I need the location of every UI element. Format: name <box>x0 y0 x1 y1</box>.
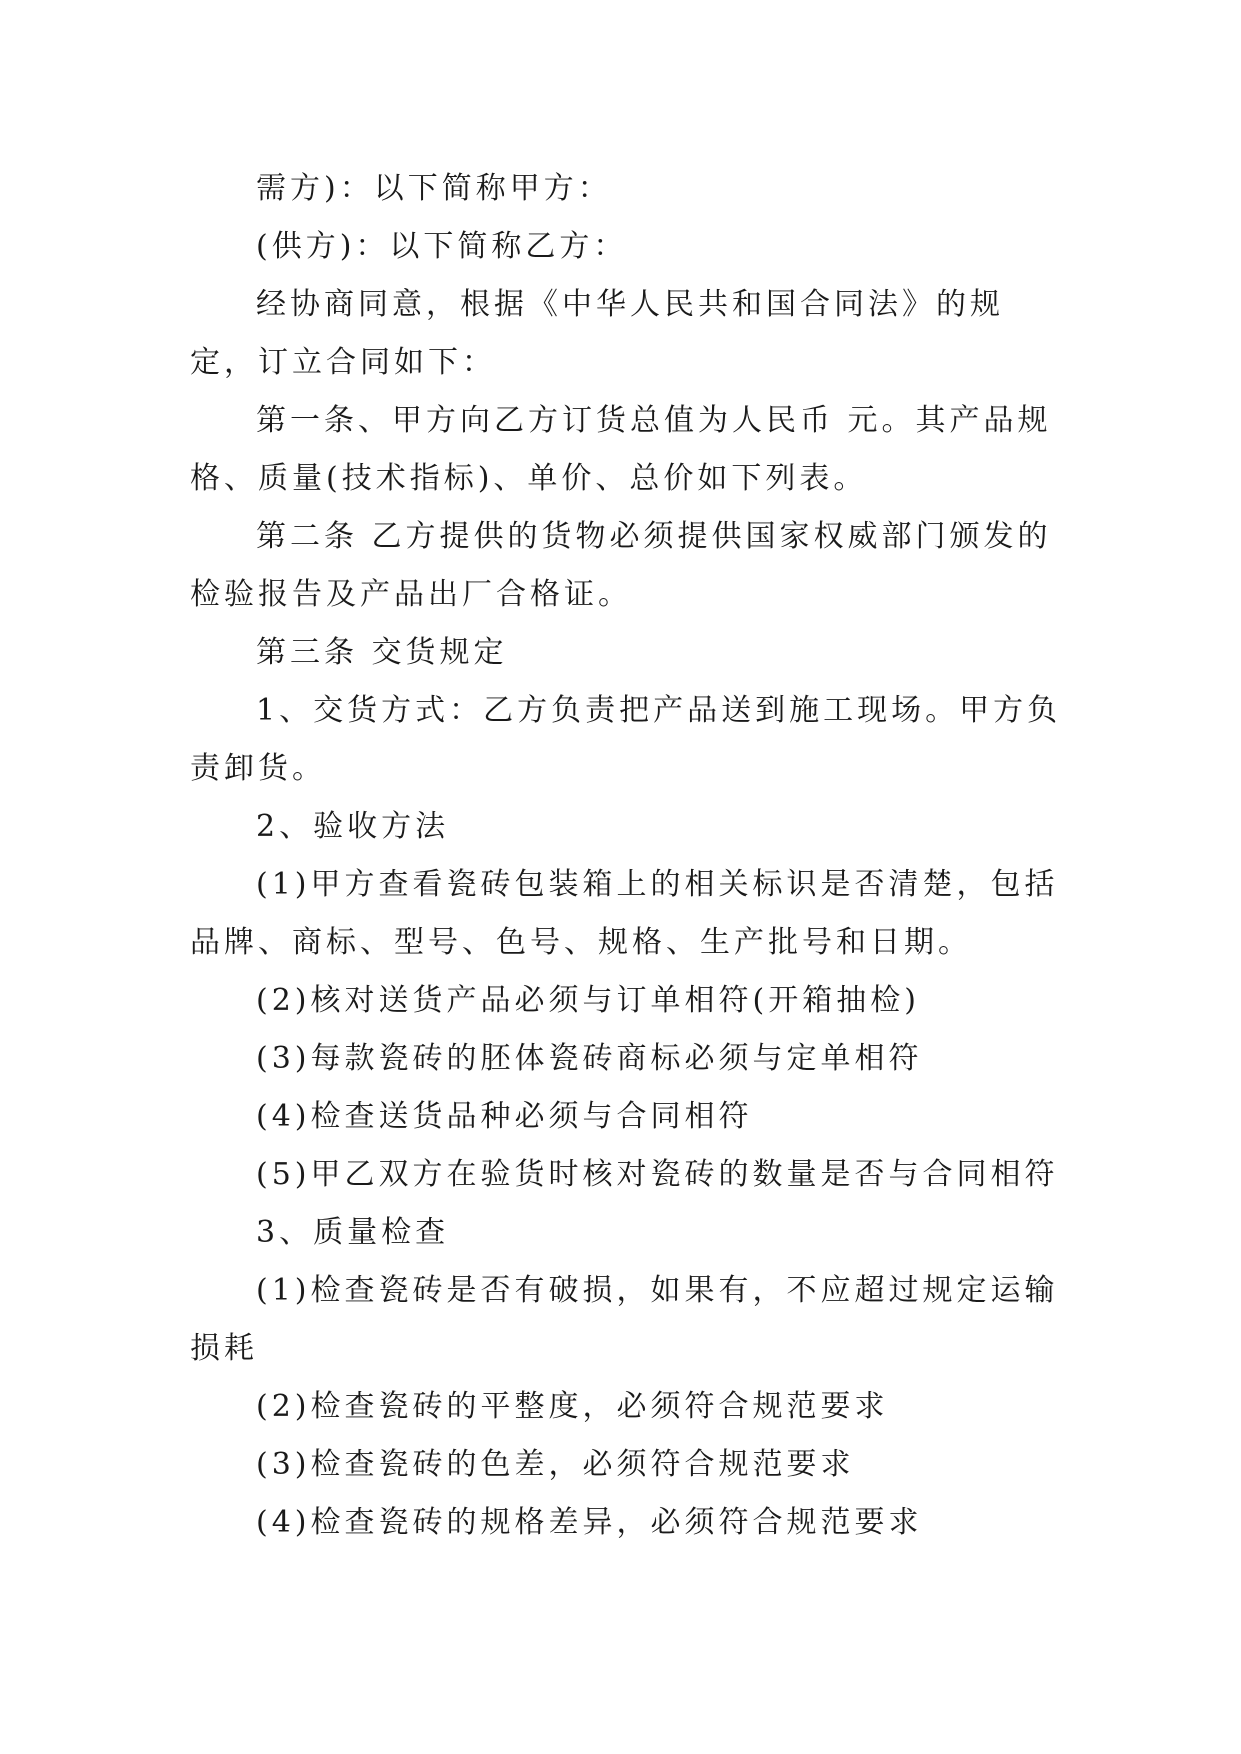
paragraph-quality-3: (3)检查瓷砖的色差，必须符合规范要求 <box>256 1447 855 1482</box>
paragraph-quality-2: (2)检查瓷砖的平整度，必须符合规范要求 <box>256 1389 889 1424</box>
paragraph-quality-4: (4)检查瓷砖的规格差异，必须符合规范要求 <box>256 1505 923 1540</box>
paragraph-acceptance-1: (1)甲方查看瓷砖包装箱上的相关标识是否清楚，包括品牌、商标、型号、色号、规格、生产批号和日期。 <box>190 867 1059 960</box>
paragraph-article-1: 第一条、甲方向乙方订货总值为人民币 元。其产品规格、质量(技术指标)、单价、总价如下列表。 <box>190 403 1052 496</box>
paragraph-acceptance-3: (3)每款瓷砖的胚体瓷砖商标必须与定单相符 <box>256 1041 923 1076</box>
paragraph-delivery-method: 1、交货方式：乙方负责把产品送到施工现场。甲方负责卸货。 <box>190 693 1062 786</box>
paragraph-acceptance-4: (4)检查送货品种必须与合同相符 <box>256 1099 753 1134</box>
paragraph-quality-check: 3、质量检查 <box>256 1215 450 1250</box>
paragraph-buyer: 需方)：以下简称甲方： <box>256 171 612 206</box>
paragraph-acceptance-method: 2、验收方法 <box>256 809 450 844</box>
paragraph-acceptance-5: (5)甲乙双方在验货时核对瓷砖的数量是否与合同相符 <box>256 1157 1059 1192</box>
paragraph-supplier: (供方)：以下简称乙方： <box>256 229 628 264</box>
paragraph-quality-1: (1)检查瓷砖是否有破损，如果有，不应超过规定运输损耗 <box>190 1273 1059 1366</box>
paragraph-agreement: 经协商同意，根据《中华人民共和国合同法》的规定，订立合同如下： <box>190 287 1004 380</box>
document-body <box>190 160 1070 1552</box>
paragraph-article-2: 第二条 乙方提供的货物必须提供国家权威部门颁发的检验报告及产品出厂合格证。 <box>190 519 1052 612</box>
paragraph-article-3: 第三条 交货规定 <box>256 635 508 670</box>
paragraph-acceptance-2: (2)核对送货产品必须与订单相符(开箱抽检) <box>256 983 920 1018</box>
